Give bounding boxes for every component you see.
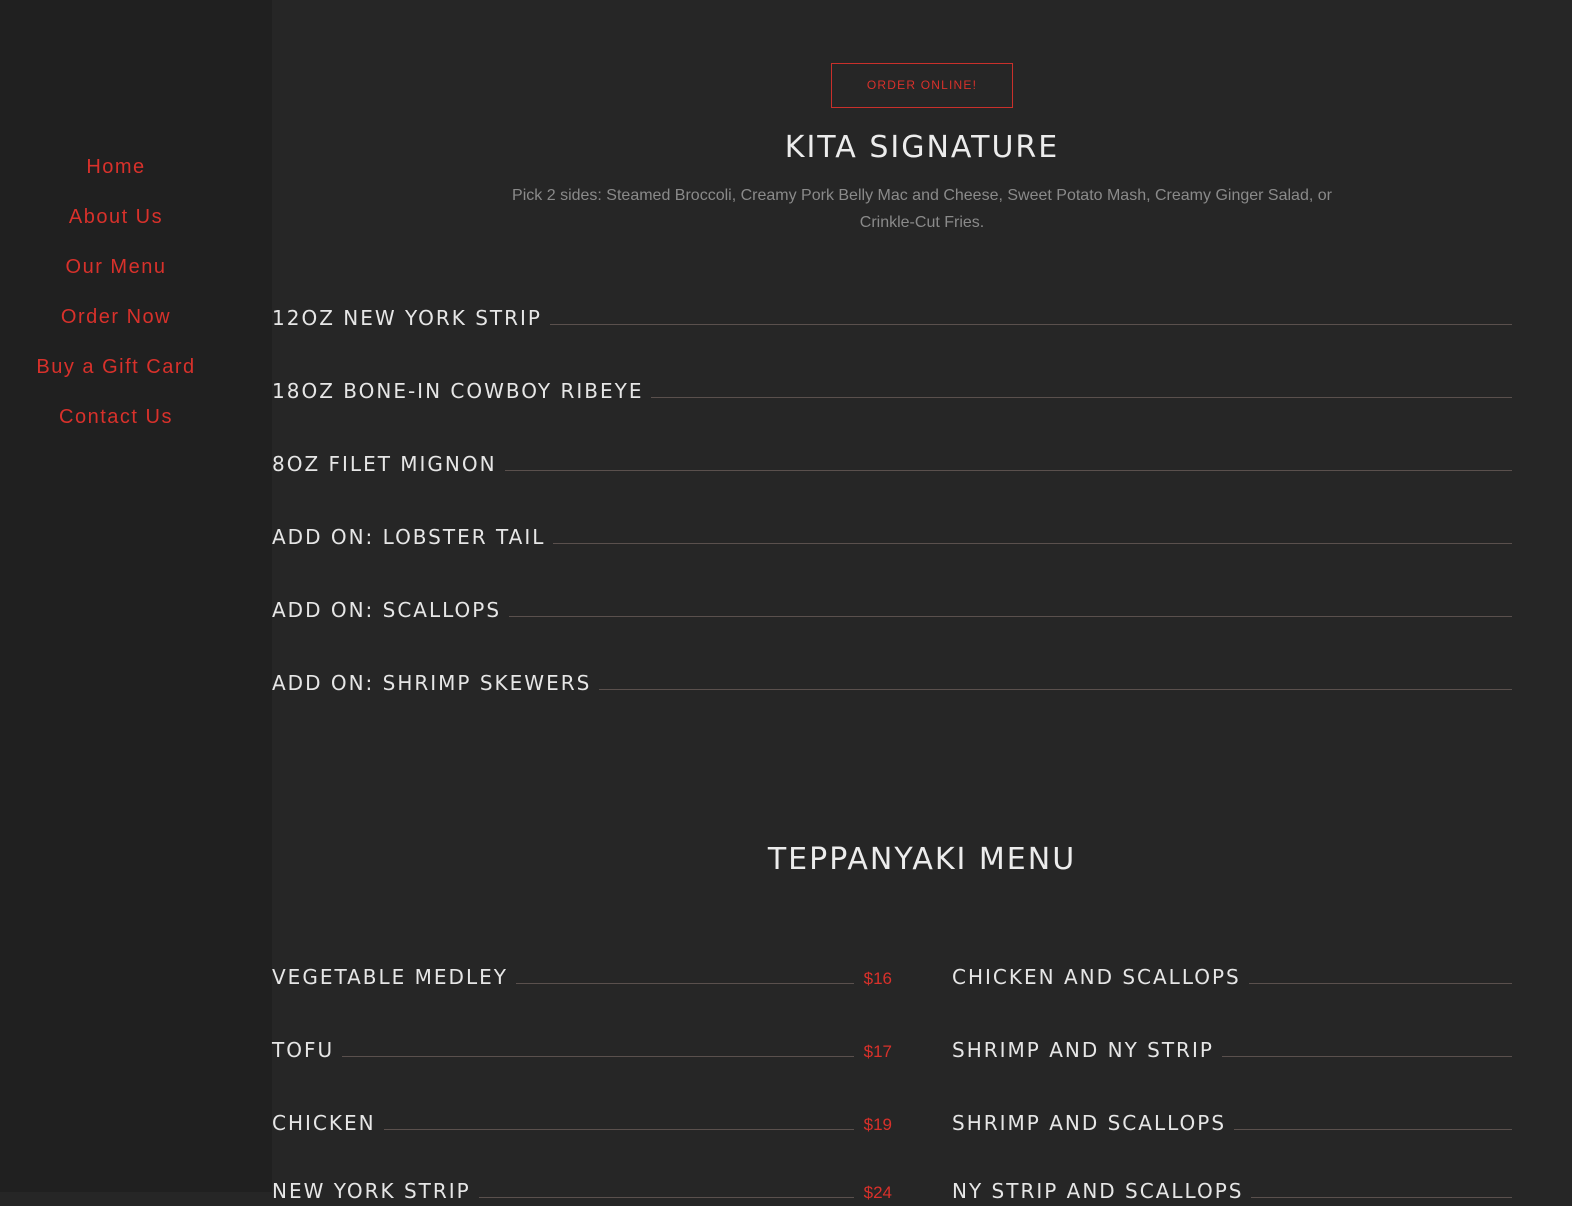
menu-item-name: TOFU: [272, 1038, 335, 1062]
menu-item: [952, 1035, 1512, 1065]
main-nav: [0, 148, 232, 448]
leader-line: [505, 470, 1512, 471]
menu-item: [272, 595, 1512, 625]
menu-item: [272, 1108, 892, 1138]
menu-item: [272, 1176, 892, 1206]
menu-item-name: VEGETABLE MEDLEY: [272, 965, 508, 989]
menu-item-name: CHICKEN AND SCALLOPS: [952, 965, 1241, 989]
menu-item-name: ADD ON: LOBSTER TAIL: [272, 525, 546, 549]
menu-item: [272, 668, 1512, 698]
nav-order-now[interactable]: Order Now: [60, 306, 172, 328]
menu-item-price: $16: [863, 969, 892, 988]
menu-item: [272, 1035, 892, 1065]
menu-item: [272, 449, 1512, 479]
signature-section-description: Pick 2 sides: Steamed Broccoli, Creamy Pork Belly Mac and Cheese, Sweet Potato Mash, Creamy Ginger Salad, or Crinkle-Cut Fries.: [512, 187, 1332, 231]
menu-item-name: ADD ON: SCALLOPS: [272, 598, 502, 622]
menu-item-name: NY STRIP AND SCALLOPS: [952, 1179, 1244, 1203]
leader-line: [509, 616, 1512, 617]
menu-item: [952, 1176, 1512, 1206]
order-online-button[interactable]: ORDER ONLINE!: [831, 63, 1013, 108]
signature-section-title: KITA SIGNATURE: [784, 130, 1060, 165]
menu-item-name: SHRIMP AND SCALLOPS: [952, 1111, 1227, 1135]
menu-item-price: $19: [863, 1115, 892, 1134]
leader-line: [553, 543, 1512, 544]
nav-our-menu[interactable]: Our Menu: [65, 256, 167, 278]
menu-item-name: SHRIMP AND NY STRIP: [952, 1038, 1214, 1062]
nav-contact-us[interactable]: Contact Us: [59, 406, 173, 428]
menu-item-name: ADD ON: SHRIMP SKEWERS: [272, 671, 592, 695]
leader-line: [384, 1129, 854, 1130]
teppanyaki-section-title: TEPPANYAKI MENU: [767, 842, 1077, 877]
menu-item-name: 12OZ NEW YORK STRIP: [272, 306, 542, 330]
leader-line: [516, 983, 854, 984]
leader-line: [550, 324, 1512, 325]
menu-item-price: $17: [863, 1042, 892, 1061]
menu-item-price: $24: [863, 1183, 892, 1202]
menu-item: [272, 376, 1512, 406]
leader-line: [651, 397, 1512, 398]
leader-line: [1251, 1197, 1512, 1198]
main-content: [272, 0, 1490, 1203]
leader-line: [599, 689, 1512, 690]
nav-buy-gift-card[interactable]: Buy a Gift Card: [36, 356, 196, 378]
menu-item-name: 18OZ BONE-IN COWBOY RIBEYE: [272, 379, 644, 403]
menu-item: [272, 303, 1512, 333]
menu-item: [952, 1108, 1512, 1138]
menu-item: [952, 962, 1512, 992]
leader-line: [1234, 1129, 1512, 1130]
menu-item-name: CHICKEN: [272, 1111, 376, 1135]
menu-item-name: NEW YORK STRIP: [272, 1179, 471, 1203]
nav-about-us[interactable]: About Us: [68, 206, 164, 228]
menu-item-name: 8OZ FILET MIGNON: [272, 452, 497, 476]
leader-line: [1249, 983, 1512, 984]
leader-line: [342, 1056, 854, 1057]
menu-item: [272, 962, 892, 992]
sidebar: [0, 0, 272, 1192]
leader-line: [479, 1197, 854, 1198]
menu-item: [272, 522, 1512, 552]
nav-home[interactable]: Home: [86, 156, 146, 178]
leader-line: [1222, 1056, 1512, 1057]
